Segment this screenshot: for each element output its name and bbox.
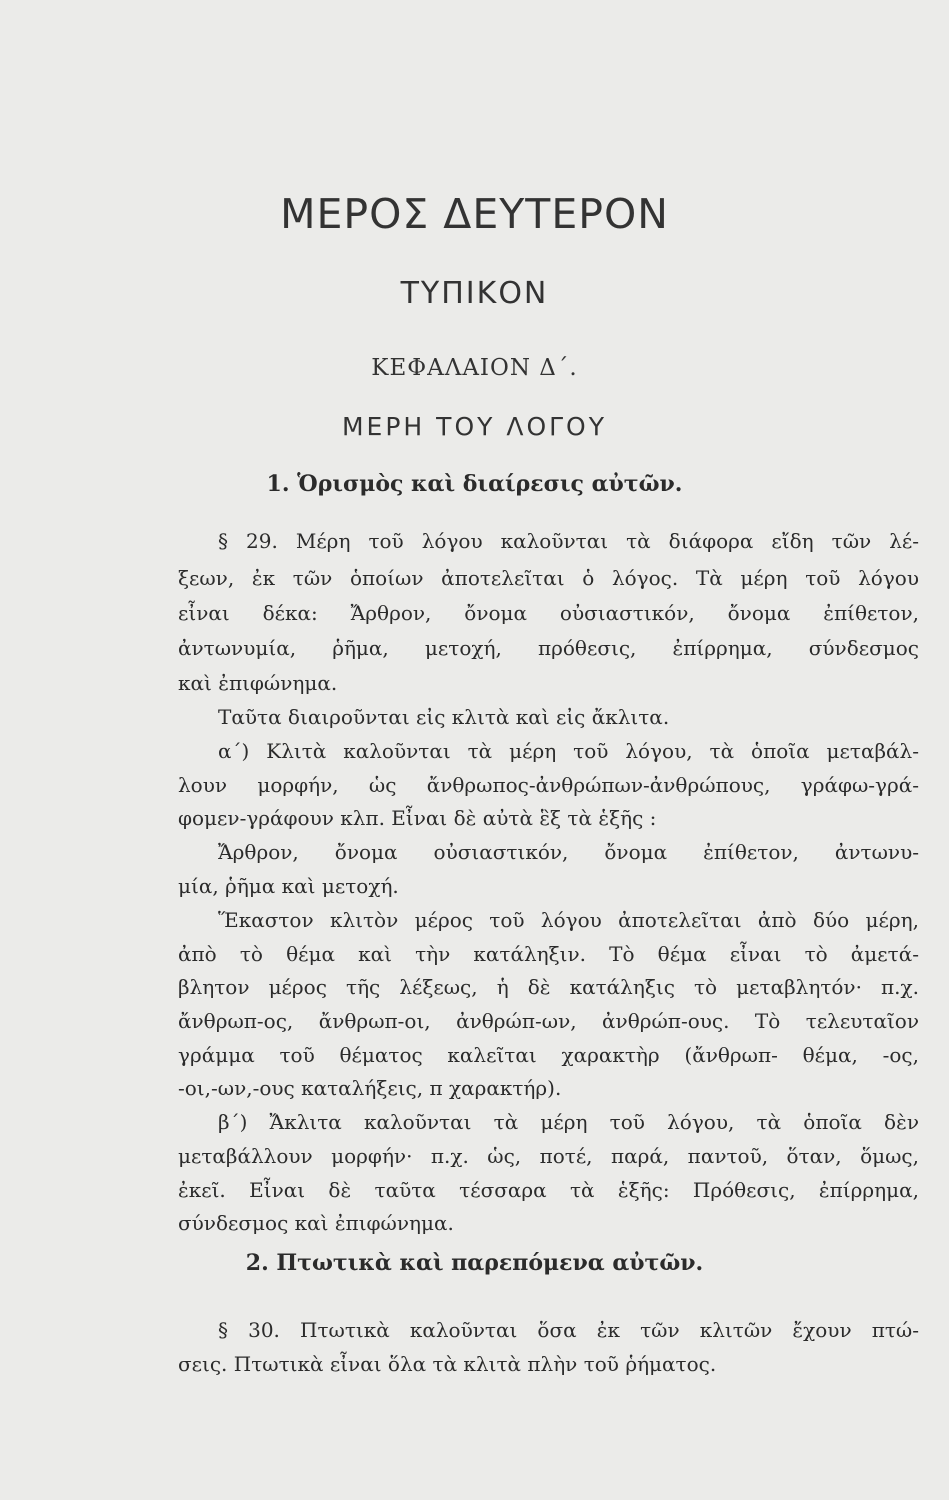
text-line: ἀντωνυμία, ῥῆμα, μετοχή, πρόθεσις, ἐπίρρημα, σύνδεσμος [178, 636, 919, 660]
text-line: § 30. Πτωτικὰ καλοῦνται ὅσα ἐκ τῶν κλιτῶν ἔχουν πτώ- [218, 1318, 919, 1342]
text-line: ἀπὸ τὸ θέμα καὶ τὴν κατάληξιν. Τὸ θέμα εἶναι τὸ ἀμετά- [178, 942, 919, 966]
text-line: Ἄρθρον, ὄνομα οὐσιαστικόν, ὄνομα ἐπίθετον, ἀντωνυ- [218, 840, 919, 864]
text-line: μεταβάλλουν μορφήν· π.χ. ὡς, ποτέ, παρά, παντοῦ, ὅταν, ὅμως, [178, 1144, 919, 1168]
text-line: β΄) Ἄκλιτα καλοῦνται τὰ μέρη τοῦ λόγου, τὰ ὁποῖα δὲν [218, 1110, 919, 1134]
text-line: Ἕκαστον κλιτὸν μέρος τοῦ λόγου ἀποτελεῖται ἀπὸ δύο μέρη, [218, 908, 919, 932]
text-line: ἄνθρωπ-ος, ἄνθρωπ-οι, ἀνθρώπ-ων, ἀνθρώπ-ους. Τὸ τελευταῖον [178, 1009, 919, 1033]
text-line: § 29. Μέρη τοῦ λόγου καλοῦνται τὰ διάφορα εἴδη τῶν λέ- [218, 529, 919, 553]
text-line: φομεν-γράφουν κλπ. Εἶναι δὲ αὐτὰ ἓξ τὰ ἑξῆς : [178, 806, 657, 830]
subtitle: ΤΥΠΙΚΟΝ [400, 276, 549, 311]
part-title: ΜΕΡΟΣ ΔΕΥΤΕΡΟΝ [280, 190, 669, 238]
text-line: σύνδεσμος καὶ ἐπιφώνημα. [178, 1211, 454, 1235]
text-line: γράμμα τοῦ θέματος καλεῖται χαρακτὴρ (ἄνθρωπ- θέμα, -ος, [178, 1043, 919, 1067]
chapter-title: ΜΕΡΗ ΤΟΥ ΛΟΓΟΥ [341, 412, 607, 441]
text-line: λουν μορφήν, ὡς ἄνθρωπος-ἀνθρώπων-ἀνθρώπους, γράφω-γρά- [178, 773, 919, 797]
section-heading-2: 2. Πτωτικὰ καὶ παρεπόμενα αὐτῶν. [245, 1250, 704, 1276]
text-line: Ταῦτα διαιροῦνται εἰς κλιτὰ καὶ εἰς ἄκλιτα. [218, 705, 670, 729]
text-line: ξεων, ἐκ τῶν ὁποίων ἀποτελεῖται ὁ λόγος. Τὰ μέρη τοῦ λόγου [178, 566, 919, 590]
chapter-number: ΚΕΦΑΛΑΙΟΝ Δ΄. [371, 355, 578, 381]
text-line: ἐκεῖ. Εἶναι δὲ ταῦτα τέσσαρα τὰ ἑξῆς: Πρόθεσις, ἐπίρρημα, [178, 1178, 919, 1202]
text-line: σεις. Πτωτικὰ εἶναι ὅλα τὰ κλιτὰ πλὴν τοῦ ῥήματος. [178, 1352, 717, 1376]
text-line: βλητον μέρος τῆς λέξεως, ἡ δὲ κατάληξις τὸ μεταβλητόν· π.χ. [178, 975, 919, 999]
section-heading-1: 1. Ὁρισμὸς καὶ διαίρεσις αὐτῶν. [266, 471, 683, 497]
text-line: καὶ ἐπιφώνημα. [178, 671, 338, 695]
text-line: μία, ῥῆμα καὶ μετοχή. [178, 874, 399, 898]
text-line: εἶναι δέκα: Ἄρθρον, ὄνομα οὐσιαστικόν, ὄνομα ἐπίθετον, [178, 601, 919, 625]
text-line: -οι,-ων,-ους καταλήξεις, π χαρακτήρ). [178, 1076, 562, 1100]
text-line: α΄) Κλιτὰ καλοῦνται τὰ μέρη τοῦ λόγου, τὰ ὁποῖα μεταβάλ- [218, 739, 919, 763]
